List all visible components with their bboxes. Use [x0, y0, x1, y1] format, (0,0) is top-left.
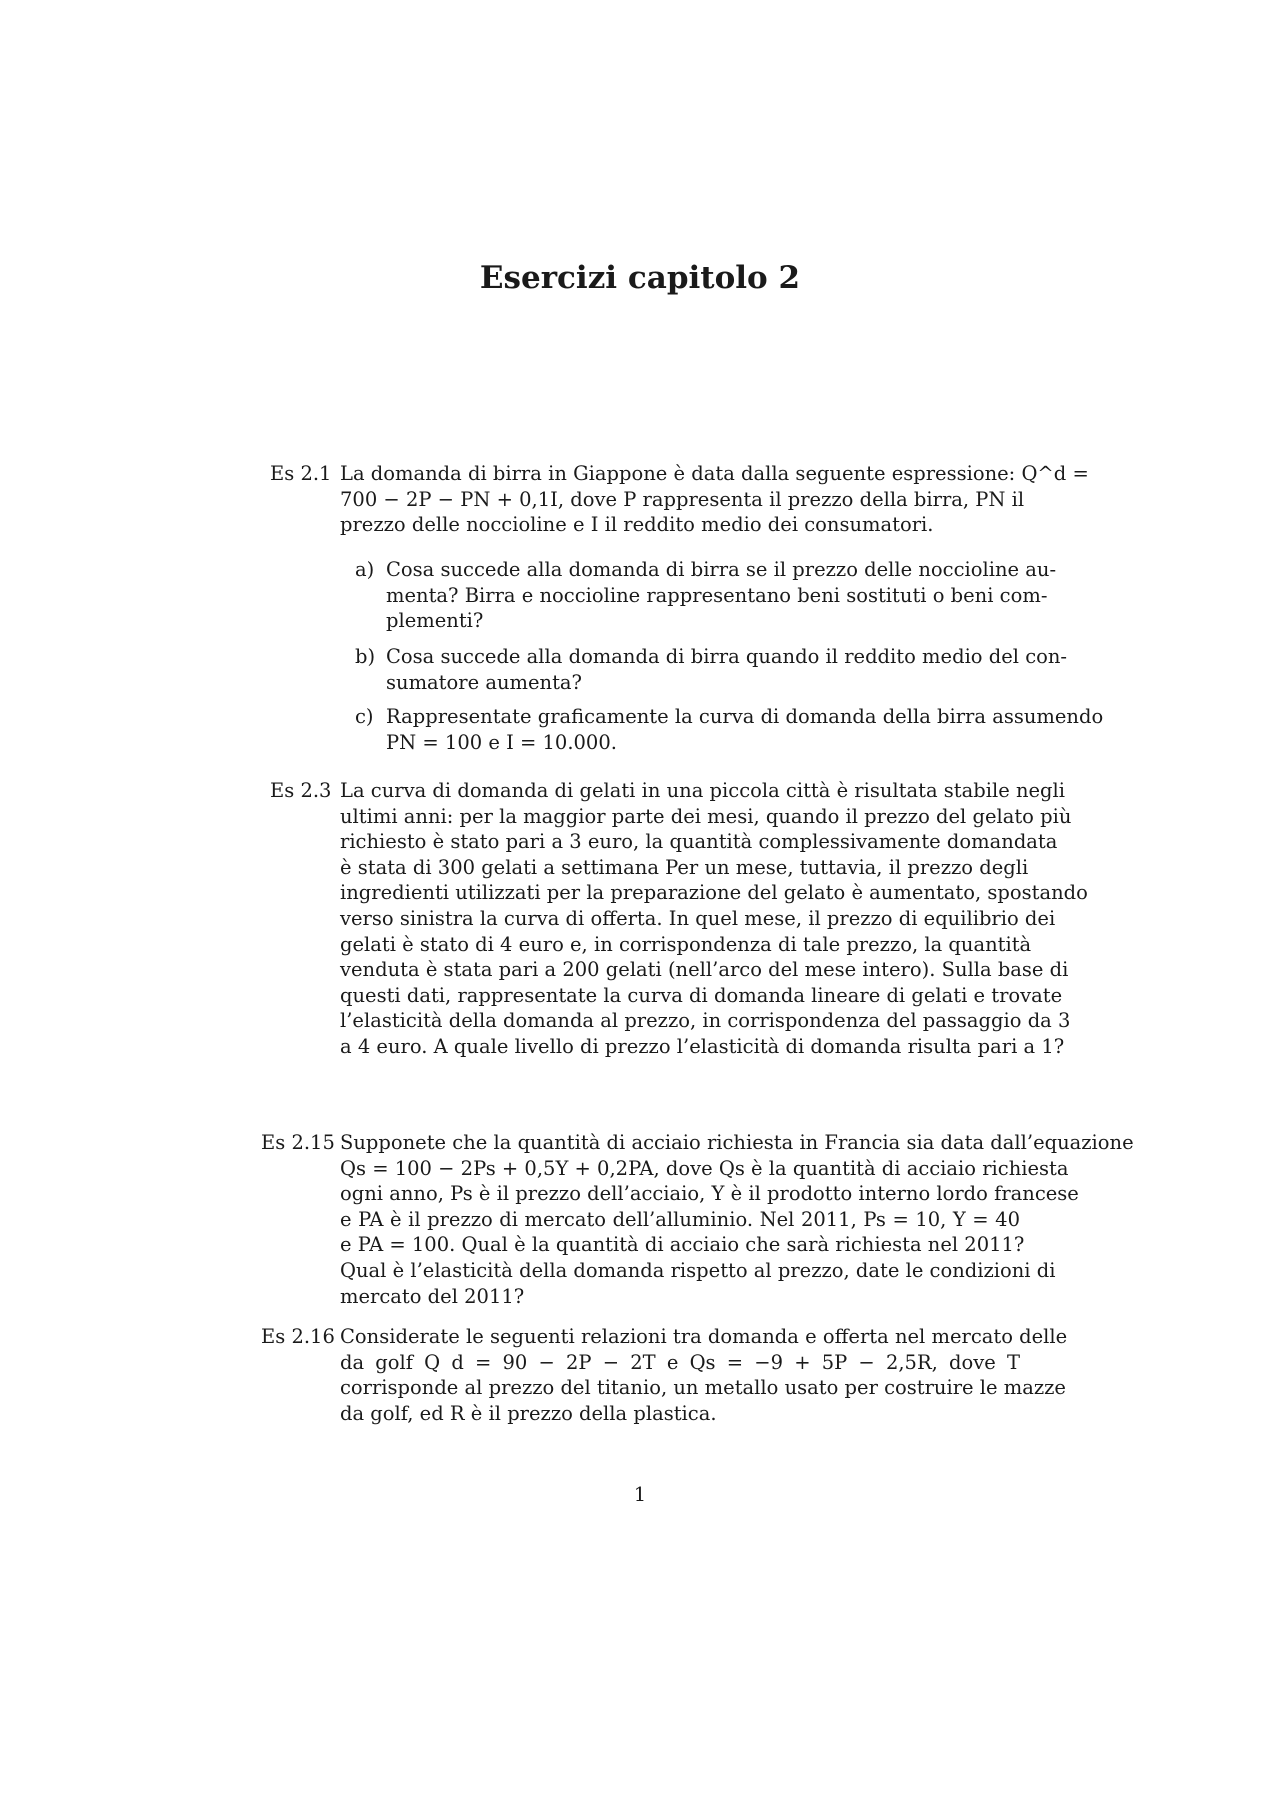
- text-line: Qual è l’elasticità della domanda rispetto al prezzo, date le condizioni di: [340, 1258, 1056, 1282]
- text-line: venduta è stata pari a 200 gelati (nell’arco del mese intero). Sulla base di: [340, 958, 1069, 982]
- text-line: l’elasticità della domanda al prezzo, in corrispondenza del passaggio da 3: [340, 1009, 1071, 1033]
- text-line: menta? Birra e noccioline rappresentano beni sostituti o beni com-: [386, 583, 1048, 607]
- text-line: Rappresentate graficamente la curva di domanda della birra assumendo: [386, 705, 1104, 728]
- exercise-text: [340, 1130, 1134, 1309]
- text-line: a 4 euro. A quale livello di prezzo l’elasticità di domanda risulta pari a 1?: [340, 1034, 1065, 1058]
- exercise-label: Es 2.15: [261, 1131, 335, 1154]
- text-line: gelati è stato di 4 euro e, in corrispondenza di tale prezzo, la quantità: [340, 932, 1032, 956]
- text-line: mercato del 2011?: [340, 1284, 525, 1308]
- text-line: sumatore aumenta?: [386, 670, 583, 694]
- text-line: prezzo delle noccioline e I il reddito medio dei consumatori.: [340, 513, 934, 537]
- text-line: e PA = 100. Qual è la quantità di acciaio che sarà richiesta nel 2011?: [340, 1233, 1025, 1257]
- text-line: ogni anno, Ps è il prezzo dell’acciaio, Y è il prodotto interno lordo francese: [340, 1182, 1079, 1206]
- text-line: da golf Q d = 90 − 2P − 2T e Qs = −9 + 5P − 2,5R, dove T: [340, 1350, 1020, 1374]
- sub-question-text: [386, 644, 1068, 695]
- text-line: ingredienti utilizzati per la preparazione del gelato è aumentato, spostando: [340, 881, 1088, 905]
- text-line: Qs = 100 − 2Ps + 0,5Y + 0,2PA, dove Qs è la quantità di acciaio richiesta: [340, 1156, 1069, 1180]
- exercise-label: Es 2.3: [270, 779, 332, 802]
- text-line: e PA è il prezzo di mercato dell’alluminio. Nel 2011, Ps = 10, Y = 40: [340, 1207, 1020, 1231]
- text-line: Cosa succede alla domanda di birra se il prezzo delle noccioline au-: [386, 558, 1057, 581]
- page-number: 1: [633, 1483, 647, 1506]
- exercise-text: [340, 461, 1089, 538]
- text-line: richiesto è stato pari a 3 euro, la quantità complessivamente domandata: [340, 830, 1058, 854]
- sub-question-text: [386, 557, 1057, 634]
- exercise-label: Es 2.1: [270, 462, 332, 485]
- text-line: Supponete che la quantità di acciaio richiesta in Francia sia data dall’equazione: [340, 1131, 1134, 1154]
- text-line: PN = 100 e I = 10.000.: [386, 730, 617, 754]
- page-title: Esercizi capitolo 2: [479, 260, 801, 296]
- sub-question-label: a): [355, 558, 375, 581]
- text-line: verso sinistra la curva di offerta. In quel mese, il prezzo di equilibrio dei: [340, 906, 1056, 930]
- text-line: questi dati, rappresentate la curva di domanda lineare di gelati e trovate: [340, 983, 1063, 1007]
- sub-question-label: b): [355, 645, 376, 668]
- text-line: Cosa succede alla domanda di birra quando il reddito medio del con-: [386, 645, 1068, 668]
- sub-question-text: [386, 704, 1104, 755]
- text-line: La domanda di birra in Giappone è data dalla seguente espressione: Q^d =: [340, 462, 1089, 485]
- exercise-label: Es 2.16: [261, 1325, 335, 1348]
- text-line: 700 − 2P − PN + 0,1I, dove P rappresenta il prezzo della birra, PN il: [340, 487, 1025, 511]
- sub-question-label: c): [355, 705, 374, 728]
- text-line: da golf, ed R è il prezzo della plastica.: [340, 1401, 717, 1425]
- text-line: plementi?: [386, 609, 484, 633]
- text-line: ultimi anni: per la maggior parte dei mesi, quando il prezzo del gelato più: [340, 804, 1072, 828]
- exercise-text: [340, 778, 1088, 1060]
- text-line: è stata di 300 gelati a settimana Per un mese, tuttavia, il prezzo degli: [340, 855, 1029, 879]
- text-line: Considerate le seguenti relazioni tra domanda e offerta nel mercato delle: [340, 1325, 1068, 1348]
- text-line: corrisponde al prezzo del titanio, un metallo usato per costruire le mazze: [340, 1376, 1066, 1400]
- text-line: La curva di domanda di gelati in una piccola città è risultata stabile negli: [340, 779, 1066, 802]
- exercise-text: [340, 1324, 1068, 1426]
